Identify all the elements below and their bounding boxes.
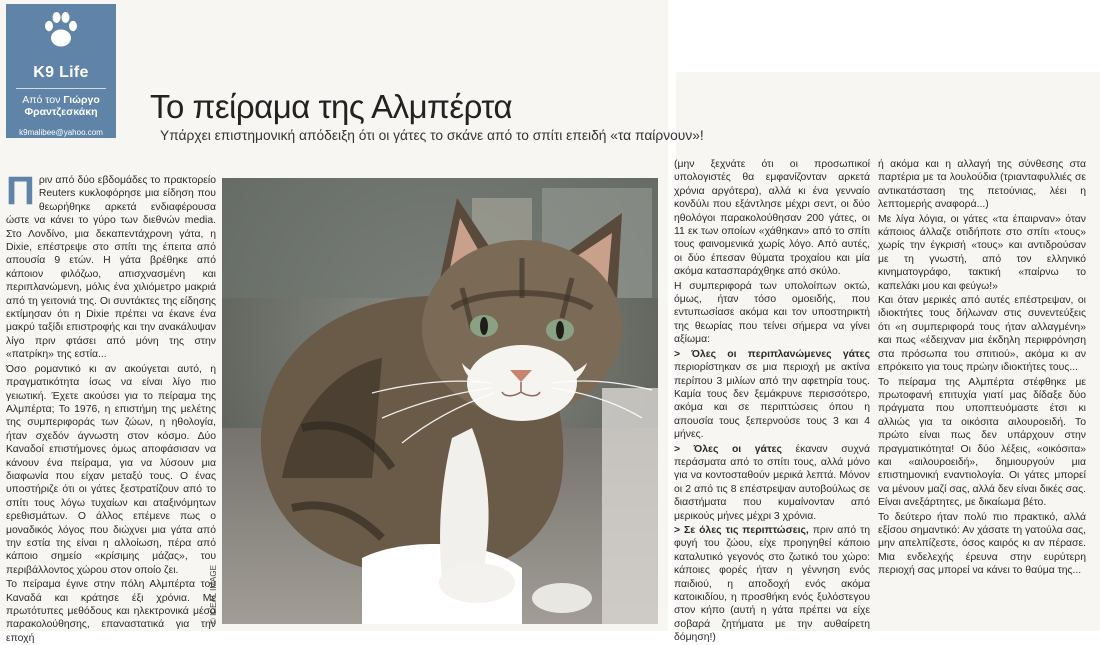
text-column-2 — [674, 158, 870, 644]
author-email: k9malibee@yahoo.com — [19, 128, 103, 137]
bullet-text: πριν από τη φυγή του ζώου, είχε προηγηθεί κάποιο καταλυτικό γεγονός στο ζωτικό του χώρο: κάποιες φορές ήταν η γέννηση ενός παιδιού, η αποδοχή ενός ακόμα κατοικιδίου, η προσθήκη ενός ξυλόστεγου στον κήπο (αυτή η γάτα πρέπει να είχε σοβαρά ζητήματα με την αυθαίρετη δόμηση!) — [674, 524, 870, 644]
cat-photo — [222, 178, 658, 624]
bullet-lead: > Όλες οι περιπλανώμενες γάτες — [674, 348, 870, 360]
list-item — [674, 443, 870, 523]
article-subtitle: Υπάρχει επιστημονική απόδειξη ότι οι γάτες το σκάνε από το σπίτι επειδή «τα παίρνουν»! — [160, 128, 704, 143]
bullet-lead: > Όλες οι γάτες — [674, 443, 782, 455]
drop-cap: Π — [6, 169, 35, 213]
paragraph: Το πείραμα της Αλμπέρτα στέφθηκε με πρωτοφανή επιτυχία γιατί μας δίδαξε δύο πράγματα που υποπτευόμαστε έτσι κι αλλιώς για τα οικόσιτα αιλουροειδή. Το πρώτο είναι πως δεν υπάρχουν στην πραγματικότητα! Οι δύο λέξεις, «οικόσιτα» και «αιλουροειδή», δημιουργούν μια επιστημονική εναντιολογία. Οι γάτες μπορεί να μένουν μαζί σας, αλλά δεν είναι δικές σας. Είναι ανεξάρτητες, με δικαίωμα βέτο. — [878, 376, 1086, 509]
logo-divider — [16, 88, 106, 89]
bullet-text: περιορίστηκαν σε μια περιοχή με ακτίνα περίπου 3 μιλίων από την αφετηρία τους. Καμία τους δεν ξεμάκρυνε περισσότερο, ακόμα και σε περιπτώσεις όπου η απουσία τους ξεπερνούσε τους 3 και 4 μήνες. — [674, 362, 870, 441]
byline-prefix: Από τον — [22, 94, 61, 106]
paragraph: Το δεύτερο ήταν πολύ πιο πρακτικό, αλλά εξίσου σημαντικό: Αν χάσατε τη γατούλα σας, μην απελπίζεστε, όσος καιρός κι αν πέρασε. Μια ενδελεχής έρευνα στην ευρύτερη περιοχή σας μπορεί να κάνει το θαύμα της... — [878, 511, 1086, 577]
bullet-text: έκαναν συχνά περάσματα από το σπίτι τους, αλλά μόνο για να κοντοσταθούν μερικά λεπτά. Μόνον οι 2 από τις 8 επέστρεψαν αυτοβούλως σε διαστήματα που κυμαίνονταν από μερικούς μήνες μέχρι 3 χρόνια. — [674, 443, 870, 522]
paragraph-text: ριν από δύο εβδομάδες το πρακτορείο Reuters κυκλοφόρησε μια είδηση που θεωρήθηκε αρκετά ενδιαφέρουσα ώστε να κάνει το γύρο των διεθνών media. Στο Λονδίνο, μια δεκαπεντάχρονη γάτα, η Dixie, επέστρεψε στο σπίτι της έπειτα από απουσία 9 ετών. Η γάτα βρέθηκε από κάποιον φιλόζωο, απισχνασμένη και περιπλανώμενη, μόλις ένα χιλιόμετρο μακριά από τη γειτονιά της. Οι συντάκτες της είδησης εκτίμησαν ότι η Dixie πρέπει να έκανε ένα μακρύ ταξίδι επιστροφής και την ανακάλυψαν λίγο πριν φτάσει από μόνη της στην «πατρίκη» της εστία... — [6, 175, 216, 361]
text-column-1 — [6, 169, 216, 644]
paragraph: Όσο ρομαντικό κι αν ακούγεται αυτό, η πραγματικότητα ίσως να είναι λίγο πιο γειωτική. Έχετε ακούσει για το πείραμα της Αλμπέρτα; Το 1976, η επιστήμη της μελέτης της συμπεριφοράς των ζώων, η ηθολογία, ήταν σχεδόν άγνωστη στον κόσμο. Δύο Καναδοί επιστήμονες όμως αποφάσισαν να κάνουν ένα πείραμα, για να λύσουν μια διαφωνία που είχαν μεταξύ τους. Ο ένας υποστήριζε ότι οι γάτες ξεστρατίζουν από το σπίτι τους λόγω τυχαίων και αταξινόμητων ερεθισμάτων. Ο άλλος επέμενε πως ο μοναδικός λόγος που διώχνει μια γάτα από την εστία της είναι η αλλοίωση, πέρα από κάποιο σημείο «κρίσιμης μάζας», του περιβάλλοντος χώρου στον οποίο ζει. — [6, 363, 216, 576]
column-logo — [6, 4, 116, 138]
paw-icon — [43, 10, 79, 50]
bullet-lead: > Σε όλες τις περιπτώσεις, — [674, 524, 809, 536]
blank-area — [668, 0, 1100, 72]
photo-credit-text: © IDEAL IMAGE — [209, 565, 218, 624]
paragraph — [6, 169, 216, 362]
paragraph: Και όταν μερικές από αυτές επέστρεψαν, οι ιδιοκτήτες τους δήλωναν στις συνεντεύξεις ότι «η συμπεριφορά τους ήταν αλλαγμένη» και πως «έδειχναν μια έκδηλη περιφρόνηση στα πρόσωπα του σπιτιού», ακόμα κι αν επρόκειτο για τους πρώην ιδιοκτήτες τους... — [878, 295, 1086, 374]
paragraph: ή ακόμα και η αλλαγή της σύνθεσης στα παρτέρια με τα λουλούδια (τριανταφυλλιές σε αντικατάσταση της πετούνιας, λέει η λεπτομερής αναφορά...) — [878, 159, 1086, 211]
list-item — [674, 348, 870, 442]
paragraph: Το πείραμα έγινε στην πόλη Αλμπέρτα του Καναδά και κράτησε έξι χρόνια. Με πρωτότυπες μεθόδους και ηλεκτρονικά μέσα παρακολούθησης, επαναστατικά για την εποχή — [6, 579, 216, 644]
paragraph: Με λίγα λόγια, οι γάτες «τα έπαιρναν» όταν κάποιος άλλαζε οτιδήποτε στο σπίτι «τους» χωρίς την έγκρισή «τους» και αντιδρούσαν με τη γνωστή, από τον ελληνικό κινηματογράφο, τακτική «παίρνω το καπελάκι μου και φεύγω!» — [878, 213, 1086, 292]
column-name: K9 Life — [33, 64, 89, 81]
author-name: Γιώργο Φραντζεσκάκη — [24, 94, 100, 118]
photo-credit — [206, 560, 220, 626]
paragraph: (μην ξεχνάτε ότι οι προσωπικοί υπολογιστές θα εμφανίζονταν αρκετά χρόνια αργότερα), αλλά κι ένα γενναίο κονδύλι που εξάντλησε μέχρι σεντ, οι δύο ηθολόγοι παρακολούθησαν 200 γάτες, οι 11 εκ των οποίων «χάθηκαν» από το σπίτι τους φαινομενικά χωρίς λόγο. Από αυτές, οι δύο έπεσαν θύματα τροχαίου και μία ακόμα κατασπαράχθηκε από σκύλο. — [674, 159, 870, 278]
text-column-3 — [878, 158, 1086, 628]
list-item — [674, 524, 870, 645]
paragraph: Η συμπεριφορά των υπολοίπων οκτώ, όμως, ήταν τόσο ομοειδής, που εντυπωσίασε ακόμα και τον υποστηρικτή της θεωρίας που τείνει σήμερα να γίνει αξίωμα: — [674, 280, 870, 346]
article-title: Το πείραμα της Αλμπέρτα — [150, 88, 513, 125]
byline — [6, 94, 116, 118]
